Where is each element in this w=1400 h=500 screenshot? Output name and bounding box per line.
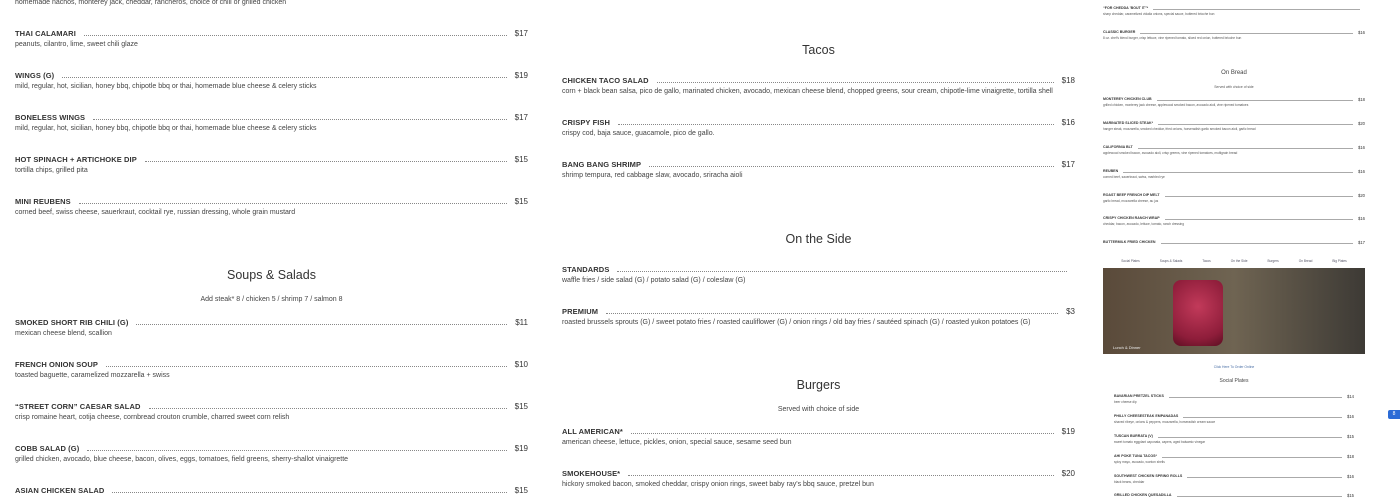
item-price: $17	[1358, 239, 1365, 245]
item-price: $11	[515, 317, 528, 327]
item-name: THAI CALAMARI	[15, 28, 76, 38]
menu-item	[562, 305, 1075, 326]
item-name: SMOKED SHORT RIB CHILI (G)	[15, 317, 129, 327]
leader-dots	[1165, 219, 1353, 220]
item-description: garlic bread, mozzarella cheese, au jus	[1103, 199, 1159, 203]
item-name: PREMIUM	[562, 306, 599, 316]
item-name: TUSCAN BURRATA (V)	[1114, 434, 1153, 438]
section-note: Served with choice of side	[777, 406, 860, 413]
item-description: mild, regular, hot, sicilian, honey bbq, chipotle bbq or thai, homemade blue cheese & celery sticks	[15, 125, 317, 132]
item-name: BUTTERMILK FRIED CHICKEN	[1103, 240, 1156, 244]
menu-item	[562, 467, 1075, 488]
nav-on-bread[interactable]: On Bread	[1298, 259, 1313, 263]
item-price: $17	[1061, 159, 1075, 169]
section-note: Served with choice of side	[1214, 85, 1254, 89]
item-description: homemade nachos, monterey jack, cheddar, rancheros, choice of chili or grilled chicken	[15, 0, 287, 6]
menu-item	[1103, 96, 1365, 107]
menu-item	[15, 316, 528, 337]
item-name: AHI POKE TUNA TACOS*	[1114, 454, 1157, 458]
item-price: $17	[514, 28, 528, 38]
hero-image	[1103, 268, 1365, 354]
leader-dots	[1187, 477, 1342, 478]
leader-dots	[79, 203, 507, 204]
item-price: $19	[1061, 426, 1075, 436]
leader-dots	[606, 313, 1058, 314]
hero-caption: Lunch & Dinner	[1113, 345, 1141, 350]
item-description: shaved ribeye, onions & peppers, mozzarella, horseradish cream sauce	[1114, 420, 1216, 424]
item-price: $15	[1347, 492, 1354, 498]
item-name: SMOKEHOUSE*	[562, 468, 621, 478]
leader-dots	[93, 119, 506, 120]
item-price: $16	[1358, 144, 1365, 150]
leader-dots	[1138, 148, 1353, 149]
item-name: CHICKEN TACO SALAD	[562, 75, 649, 85]
section-title-tacos: Tacos	[802, 43, 835, 57]
item-description: crisp romaine heart, cotija cheese, cornbread crouton crumble, charred sweet corn relish	[15, 414, 290, 421]
item-price: $15	[1347, 433, 1354, 439]
leader-dots	[62, 77, 506, 78]
item-name: BANG BANG SHRIMP	[562, 159, 642, 169]
section-title-on-bread: On Bread	[1221, 70, 1247, 76]
item-name: WINGS (G)	[15, 70, 55, 80]
menu-item	[1114, 433, 1354, 444]
menu-item	[562, 158, 1075, 179]
leader-dots	[1169, 397, 1342, 398]
menu-item	[562, 74, 1075, 95]
menu-item	[15, 27, 528, 48]
item-name: CALIFORNIA BLT	[1103, 145, 1133, 149]
item-description: shrimp tempura, red cabbage slaw, avocado, sriracha aioli	[562, 172, 743, 179]
item-description: american cheese, lettuce, pickles, onion, special sauce, sesame seed bun	[562, 439, 792, 446]
item-description: grilled chicken, monterey jack cheese, applewood smoked bacon, avocado aioli, vine ripened tomatoes	[1103, 103, 1249, 107]
leader-dots	[112, 492, 506, 493]
leader-dots	[84, 35, 507, 36]
item-description: spicy mayo, avocado, wonton shells	[1114, 460, 1165, 464]
nav-on-the-side[interactable]: On the Side	[1230, 259, 1248, 263]
menu-item	[15, 400, 528, 421]
nav-social-plates[interactable]: Social Plates	[1121, 259, 1140, 263]
item-description: black beans, cheddar	[1114, 480, 1145, 484]
section-title-burgers: Burgers	[796, 378, 841, 392]
item-price: $16	[1347, 473, 1354, 479]
menu-item	[1103, 120, 1365, 131]
item-name: ROAST BEEF FRENCH DIP MELT	[1103, 193, 1160, 197]
item-price: $16	[1358, 29, 1365, 35]
item-price: $3	[1066, 306, 1075, 316]
menu-item	[1114, 393, 1354, 404]
menu-item	[1103, 239, 1365, 245]
item-price: $20	[1358, 192, 1365, 198]
item-name: MONTEREY CHICKEN CLUB	[1103, 97, 1152, 101]
leader-dots	[87, 450, 506, 451]
item-price: $18	[1358, 96, 1365, 102]
menu-item	[1114, 492, 1354, 498]
leader-dots	[149, 408, 507, 409]
menu-item	[15, 484, 528, 498]
menu-item	[1103, 5, 1365, 16]
item-price: $15	[514, 154, 528, 164]
item-name: CRISPY CHICKEN RANCH WRAP	[1103, 216, 1160, 220]
menu-item	[15, 111, 528, 132]
item-description: beer cheese dip	[1114, 400, 1137, 404]
item-name: BONELESS WINGS	[15, 112, 86, 122]
menu-item	[15, 442, 528, 463]
leader-dots	[657, 82, 1054, 83]
item-price: $18	[1347, 453, 1354, 459]
menu-column-middle	[562, 0, 1075, 500]
item-price: $20	[1358, 120, 1365, 126]
leader-dots	[1157, 100, 1353, 101]
item-name: BAVARIAN PRETZEL STICKS	[1114, 394, 1164, 398]
item-price: $16	[1358, 168, 1365, 174]
item-description: tortilla chips, grilled pita	[15, 167, 88, 174]
menu-item	[15, 153, 528, 174]
leader-dots	[1123, 172, 1353, 173]
category-nav	[1103, 259, 1365, 263]
item-name: ALL AMERICAN*	[562, 426, 623, 436]
item-description: mexican cheese blend, scallion	[15, 330, 112, 337]
section-note: Add steak* 8 / chicken 5 / shrimp 7 / salmon 8	[200, 296, 343, 303]
item-name: MINI REUBENS	[15, 196, 71, 206]
item-name: MARINATED SLICED STEAK*	[1103, 121, 1154, 125]
item-price: $17	[514, 112, 528, 122]
item-description: grilled chicken, avocado, blue cheese, bacon, olives, eggs, tomatoes, field greens, sherry-shallot vinaigrette	[15, 456, 349, 463]
menu-column-left	[15, 0, 528, 500]
leader-dots	[1158, 437, 1342, 438]
item-description: corn + black bean salsa, pico de gallo, marinated chicken, avocado, mexican cheese blend, chopped greens, sour cream, chipotle-lime vinaigrette, tortilla shell	[562, 88, 1053, 95]
item-description: roasted brussels sprouts (G) / sweet potato fries / roasted cauliflower (G) / onion rings / old bay fries / sautéed spinach (G) / roasted yukon potatoes (G)	[562, 319, 1031, 326]
menu-item	[1114, 413, 1354, 424]
leader-dots	[136, 324, 507, 325]
item-description: peanuts, cilantro, lime, sweet chili glaze	[15, 41, 138, 48]
leader-dots	[145, 161, 507, 162]
item-price: $19	[514, 70, 528, 80]
leader-dots	[1177, 496, 1343, 497]
leader-dots	[1165, 196, 1353, 197]
item-name: SOUTHWEST CHICKEN SPRING ROLLS	[1114, 474, 1183, 478]
item-description: waffle fries / side salad (G) / potato salad (G) / coleslaw (G)	[562, 277, 746, 284]
leader-dots	[1158, 124, 1353, 125]
side-tab-button[interactable]: 8	[1388, 410, 1400, 419]
item-name: CLASSIC BURGER	[1103, 30, 1136, 34]
item-description: crispy cod, baja sauce, guacamole, pico de gallo.	[562, 130, 715, 137]
item-description: hanger steak, mozzarella, smoked cheddar, fried onions, horseradish garlic smoked bacon aioli, garlic bread	[1103, 127, 1256, 131]
item-price: $14	[1347, 393, 1354, 399]
leader-dots	[628, 475, 1053, 476]
item-name: COBB SALAD (G)	[15, 443, 80, 453]
menu-item	[562, 116, 1075, 137]
section-title-social-plates: Social Plates	[1219, 378, 1249, 384]
item-price: $19	[514, 443, 528, 453]
item-price: $15	[514, 401, 528, 411]
menu-item	[1103, 168, 1365, 179]
menu-item	[1103, 144, 1365, 155]
item-price: $16	[1347, 413, 1354, 419]
item-description: 8 oz. chef's blend burger, crisp lettuce, vine ripened tomato, sliced red onion, buttered brioche bun	[1103, 36, 1242, 40]
order-online-link[interactable]: Click Here To Order Online	[1213, 365, 1255, 369]
menu-item	[1114, 473, 1354, 484]
menu-item	[562, 425, 1075, 446]
item-description: corned beef, sauerkraut, swiss, marbled rye	[1103, 175, 1165, 179]
item-name: “STREET CORN” CAESAR SALAD	[15, 401, 141, 411]
leader-dots	[631, 433, 1054, 434]
item-name: REUBEN	[1103, 169, 1119, 173]
menu-item	[15, 69, 528, 90]
leader-dots	[1153, 9, 1360, 10]
leader-dots	[1183, 417, 1342, 418]
item-name: PHILLY CHEESESTEAK EMPANADAS	[1114, 414, 1179, 418]
item-description: applewood smoked bacon, avocado aioli, crisp greens, vine ripened tomatoes, multigrain bread	[1103, 151, 1238, 155]
item-name: CRISPY FISH	[562, 117, 611, 127]
section-title-soups-salads: Soups & Salads	[227, 268, 316, 282]
menu-item	[1114, 453, 1354, 464]
menu-item	[1103, 192, 1365, 203]
leader-dots	[1140, 33, 1353, 34]
leader-dots	[649, 166, 1054, 167]
item-price: $15	[514, 196, 528, 206]
item-name: STANDARDS	[562, 264, 610, 274]
leader-dots	[1161, 243, 1353, 244]
nav-big-plates[interactable]: Big Plates	[1332, 259, 1347, 263]
item-price: $15	[514, 485, 528, 495]
menu-item	[15, 358, 528, 379]
leader-dots	[617, 271, 1067, 272]
item-description: sharp cheddar, caramelized vidalia onions, special sauce, buttered brioche bun	[1103, 12, 1215, 16]
menu-item	[1103, 215, 1365, 226]
menu-preview-column	[1103, 0, 1365, 500]
item-price: $16	[1358, 215, 1365, 221]
item-name: “FOR CHEDDA ’BOUT IT”*	[1103, 6, 1149, 10]
cocktail-glass-image	[1173, 280, 1223, 346]
leader-dots	[106, 366, 507, 367]
item-description: corned beef, swiss cheese, sauerkraut, cocktail rye, russian dressing, whole grain mustard	[15, 209, 296, 216]
section-title-on-the-side: On the Side	[785, 232, 852, 246]
item-name: ASIAN CHICKEN SALAD	[15, 485, 105, 495]
menu-item	[562, 263, 1075, 284]
item-description: cheddar, bacon, avocado, lettuce, tomato, ranch dressing	[1103, 222, 1184, 226]
menu-item	[1103, 29, 1365, 40]
leader-dots	[618, 124, 1054, 125]
menu-item	[15, 195, 528, 216]
nav-soups-salads[interactable]: Soups & Salads	[1159, 259, 1183, 263]
nav-tacos[interactable]: Tacos	[1202, 259, 1211, 263]
item-description: toasted baguette, caramelized mozzarella + swiss	[15, 372, 170, 379]
item-name: HOT SPINACH + ARTICHOKE DIP	[15, 154, 137, 164]
item-description: hickory smoked bacon, smoked cheddar, crispy onion rings, sweet baby ray's bbq sauce, pretzel bun	[562, 481, 874, 488]
leader-dots	[1162, 457, 1342, 458]
item-description: sweet tomato eggplant caponata, capers, aged balsamic vinegar	[1114, 440, 1206, 444]
item-price: $20	[1061, 468, 1075, 478]
item-price: $10	[514, 359, 528, 369]
item-name: FRENCH ONION SOUP	[15, 359, 98, 369]
item-description: mild, regular, hot, sicilian, honey bbq, chipotle bbq or thai, homemade blue cheese & celery sticks	[15, 83, 317, 90]
item-price: $16	[1061, 117, 1075, 127]
item-name: GRILLED CHICKEN QUESADILLA	[1114, 493, 1172, 497]
nav-burgers[interactable]: Burgers	[1267, 259, 1279, 263]
item-price: $18	[1061, 75, 1075, 85]
